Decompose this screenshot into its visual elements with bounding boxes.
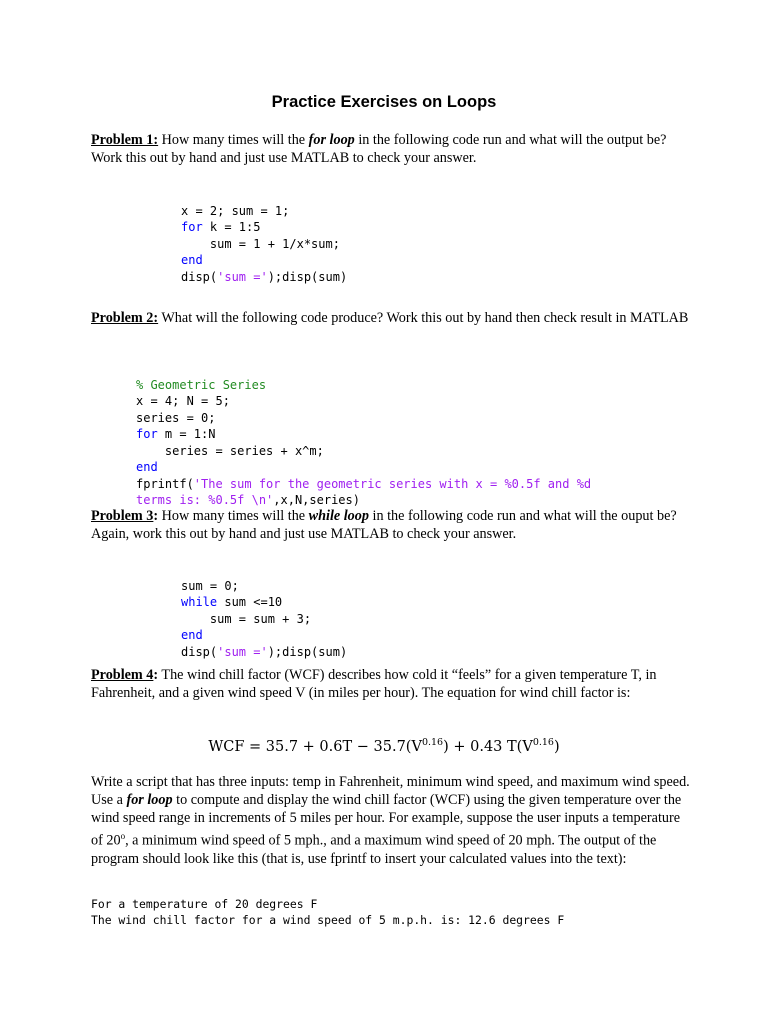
- sample-output: [91, 896, 564, 928]
- code-line: end: [136, 460, 158, 474]
- code-line: end: [181, 628, 203, 642]
- problem-3-text: Problem 3: How many times will the while loop in the following code run and what will the ouput be? Again, work this out by hand and just use MATLAB to check your answer.: [91, 508, 677, 542]
- output-line: For a temperature of 20 degrees F: [91, 897, 318, 911]
- problem-1-label: Problem 1:: [91, 132, 159, 148]
- code-line: disp('sum =');disp(sum): [181, 269, 348, 284]
- problem-4-instructions: Write a script that has three inputs: temp in Fahrenheit, minimum wind speed, and maximum wind speed. Use a for loop to compute and display the wind chill factor (WCF) using the given temperature over the wind speed range in increments of 5 miles per hour. For example, suppose the user inputs a temperature of 20$^o$, a minimum wind speed of 5 mph., and a maximum wind speed of 20 mph. The output of the program should look like this (that is, use fprintf to insert your calculated values into the text):: [91, 774, 690, 867]
- code-line: x = 4; N = 5;: [136, 394, 230, 408]
- code-line: % Geometric Series: [136, 377, 267, 392]
- code-line: while sum <=10: [181, 595, 283, 609]
- problem-1-text: Problem 1: How many times will the for loop in the following code run and what will the output be? Work this out by hand and just use MATLAB to check your answer.: [91, 132, 667, 166]
- code-line: end: [181, 253, 203, 267]
- code-line: x = 2; sum = 1;: [181, 203, 290, 218]
- problem-2-text: Problem 2: What will the following code produce? Work this out by hand then check result in MATLAB: [91, 310, 689, 326]
- problem-2-code: [136, 360, 591, 509]
- code-line: fprintf('The sum for the geometric series with x = %0.5f and %d: [136, 476, 592, 491]
- code-line: sum = sum + 3;: [181, 611, 312, 626]
- code-line: sum = 1 + 1/x*sum;: [181, 236, 340, 251]
- code-line: for k = 1:5: [181, 220, 261, 234]
- problem-3-code: [181, 561, 347, 660]
- problem-4-label: Problem 4: [91, 667, 154, 683]
- code-line: for m = 1:N: [136, 427, 216, 441]
- code-line: terms is: %0.5f \n',x,N,series): [136, 493, 360, 507]
- code-line: series = 0;: [136, 410, 216, 425]
- wind-chill-equation: WCF = $35.7 + 0.6T - 35.7(V^{0.16}) + 0.43$ $T(V^{0.16})$: [208, 737, 560, 755]
- page-title: Practice Exercises on Loops: [271, 93, 497, 111]
- code-line: disp('sum =');disp(sum): [181, 644, 348, 659]
- problem-3-label: Problem 3: [91, 508, 154, 524]
- problem-2-label: Problem 2:: [91, 310, 159, 326]
- problem-4-text: Problem 4: The wind chill factor (WCF) describes how cold it “feels” for a given temperature T, in Fahrenheit, and a given wind speed V (in miles per hour). The equation for wind chill factor is:: [91, 667, 657, 701]
- code-line: sum = 0;: [181, 578, 239, 593]
- output-line: The wind chill factor for a wind speed of 5 m.p.h. is: 12.6 degrees F: [91, 913, 565, 927]
- problem-1-code: [181, 186, 347, 285]
- code-line: series = series + x^m;: [136, 443, 324, 458]
